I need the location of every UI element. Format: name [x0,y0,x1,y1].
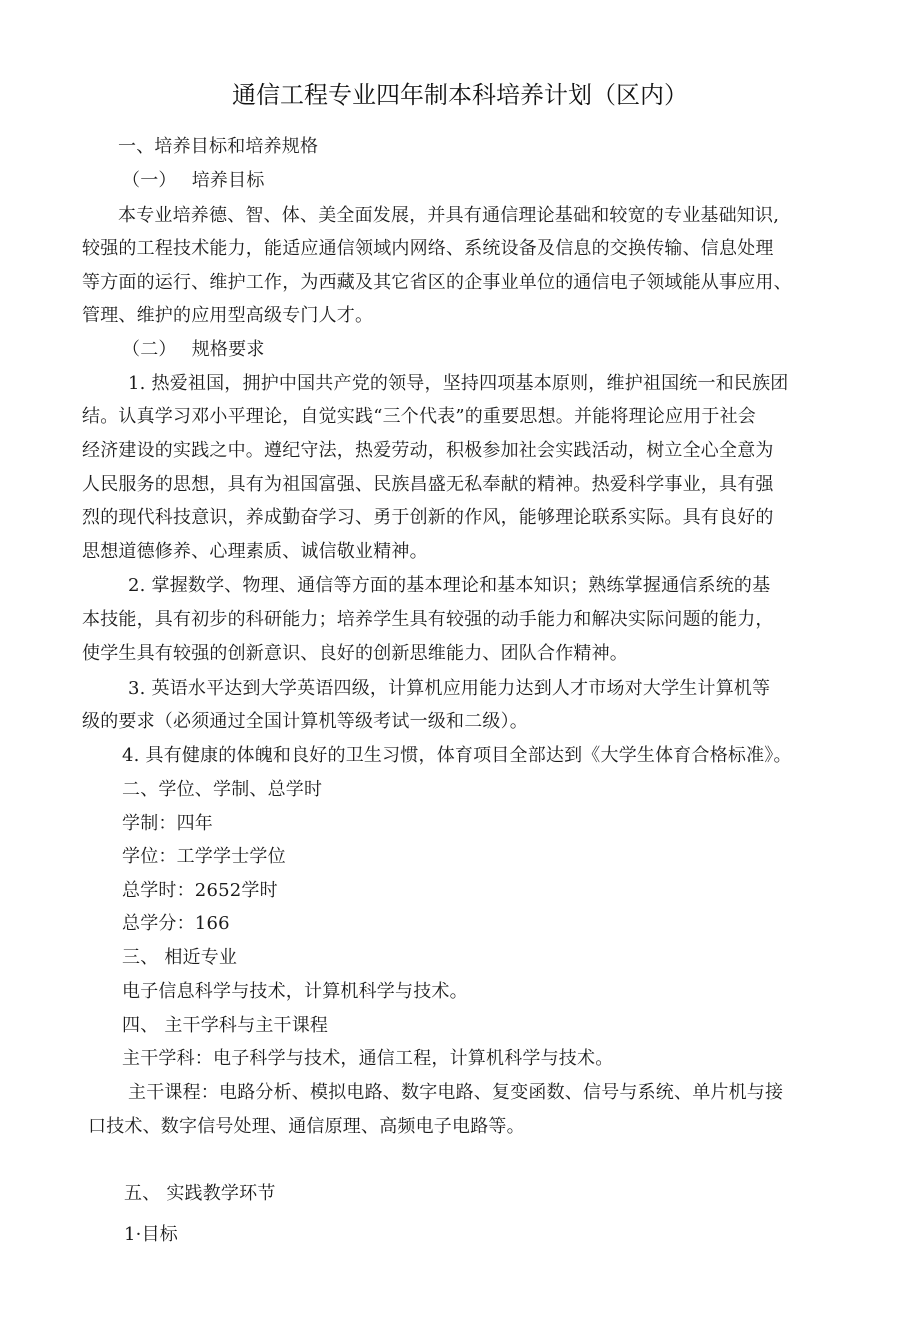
paragraph-line: 管理、维护的应用型高级专门人才。 [82,305,374,326]
section1-sub1-heading: （一） 培养目标 [122,170,265,191]
degree-line: 学位：工学学士学位 [122,846,286,867]
core-courses-line: 主干课程：电路分析、模拟电路、数字电路、复变函数、信号与系统、单片机与接 [128,1082,784,1103]
total-hours-line: 总学时：2652学时 [122,880,278,901]
section5-sub1-heading: 1·目标 [124,1224,178,1245]
paragraph-line: 较强的工程技术能力，能适应通信领域内网络、系统设备及信息的交换传输、信息处理 [82,238,774,259]
paragraph-line: 经济建设的实践之中。遵纪守法，热爱劳动，积极参加社会实践活动，树立全心全意为 [82,440,774,461]
section4-heading: 四、 主干学科与主干课程 [122,1015,329,1036]
paragraph-line: 1. 热爱祖国，拥护中国共产党的领导，坚持四项基本原则，维护祖国统一和民族团 [128,373,789,394]
section2-heading: 二、学位、学制、总学时 [122,779,323,800]
paragraph-line: 本专业培养德、智、体、美全面发展，并具有通信理论基础和较宽的专业基础知识, [118,205,780,226]
section1-heading: 一、培养目标和培养规格 [118,136,319,157]
section5-heading: 五、 实践教学环节 [124,1183,276,1204]
total-credits-line: 总学分：166 [122,913,230,934]
paragraph-line: 等方面的运行、维护工作，为西藏及其它省区的企事业单位的通信电子领域能从事应用、 [82,272,792,293]
core-disciplines-line: 主干学科：电子科学与技术，通信工程，计算机科学与技术。 [122,1048,614,1069]
paragraph-line: 3. 英语水平达到大学英语四级，计算机应用能力达到人才市场对大学生计算机等 [128,678,771,699]
paragraph-line: 2. 掌握数学、物理、通信等方面的基本理论和基本知识；熟练掌握通信系统的基 [128,575,771,596]
related-majors-line: 电子信息科学与技术，计算机科学与技术。 [122,981,468,1002]
paragraph-line: 烈的现代科技意识，养成勤奋学习、勇于创新的作风，能够理论联系实际。具有良好的 [82,507,774,528]
paragraph-line: 人民服务的思想，具有为祖国富强、民族昌盛无私奉献的精神。热爱科学事业，具有强 [82,474,774,495]
paragraph-line: 结。认真学习邓小平理论，自觉实践“三个代表”的重要思想。并能将理论应用于社会 [82,406,757,427]
paragraph-line: 4. 具有健康的体魄和良好的卫生习惯，体育项目全部达到《大学生体育合格标准》。 [122,745,792,766]
section1-sub2-heading: （二） 规格要求 [122,339,265,360]
section3-heading: 三、 相近专业 [122,947,238,968]
paragraph-line: 本技能，具有初步的科研能力；培养学生具有较强的动手能力和解决实际问题的能力， [82,609,774,630]
document-title: 通信工程专业四年制本科培养计划（区内） [232,81,688,109]
duration-line: 学制：四年 [122,813,213,834]
core-courses-line: 口技术、数字信号处理、通信原理、高频电子电路等。 [88,1116,525,1137]
paragraph-line: 级的要求（必须通过全国计算机等级考试一级和二级）。 [82,711,528,732]
paragraph-line: 使学生具有较强的创新意识、良好的创新思维能力、团队合作精神。 [82,643,628,664]
paragraph-line: 思想道德修养、心理素质、诚信敬业精神。 [82,541,428,562]
